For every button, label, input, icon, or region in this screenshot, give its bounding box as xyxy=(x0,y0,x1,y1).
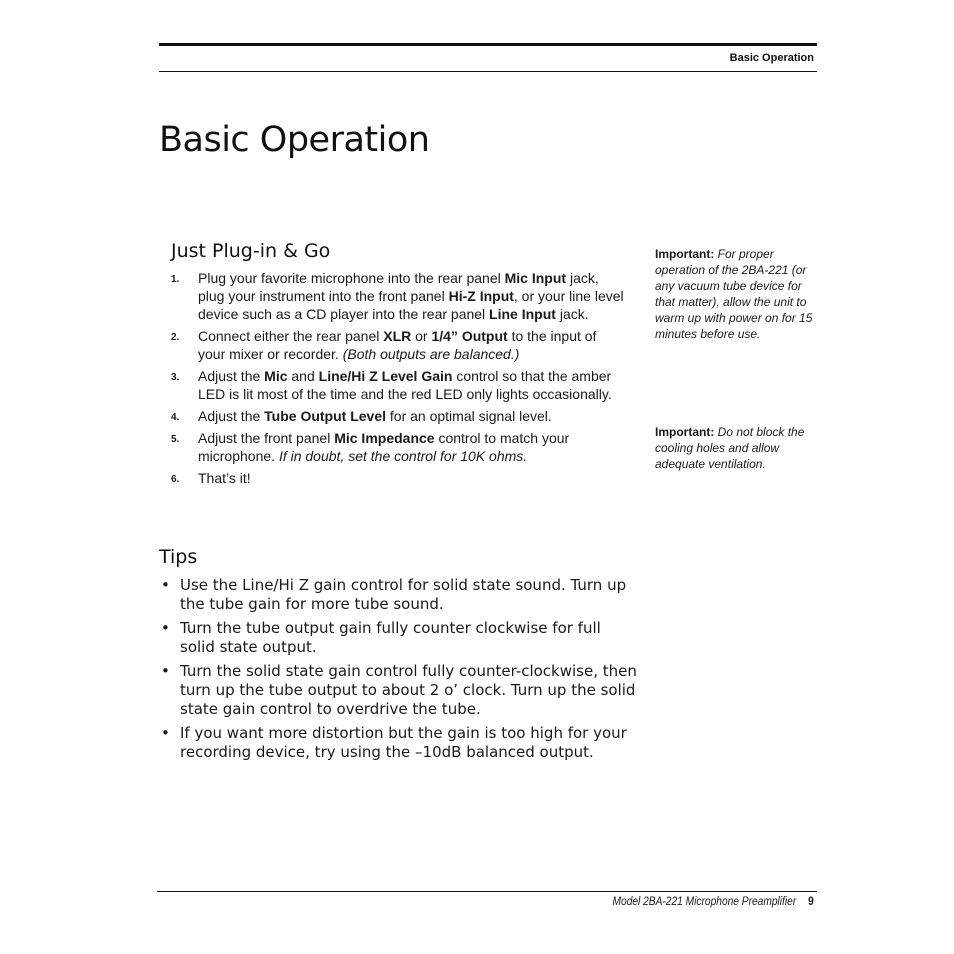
note-text: For proper operation of the 2BA-221 (or any vacuum tube device for that matter), allow the unit to warm up with power on for 15 minutes before use. xyxy=(655,247,813,341)
step-text: to the input of your mixer or recorder. xyxy=(198,328,597,362)
step-number: 3. xyxy=(171,372,180,383)
section-heading-plug-in: Just Plug-in & Go xyxy=(171,240,331,262)
step-item xyxy=(171,327,626,363)
step-text: jack, plug your instrument into the front panel xyxy=(198,270,599,304)
step-number: 6. xyxy=(171,474,180,485)
footer-model: Model 2BA-221 Microphone Preamplifier xyxy=(612,894,797,908)
step-text: Mic Input xyxy=(504,270,567,286)
step-text: XLR xyxy=(383,328,412,344)
tip-text: Use the Line/Hi Z gain control for solid state sound. Turn up the tube gain for more tube sound. xyxy=(180,576,627,613)
tip-item xyxy=(159,619,639,657)
step-text: Line/Hi Z Level Gain xyxy=(318,368,453,384)
step-text: and xyxy=(287,368,319,384)
step-text: If in doubt, set the control for 10K ohms. xyxy=(278,448,528,464)
page-number: 9 xyxy=(808,894,814,908)
step-text: Adjust the xyxy=(198,408,265,424)
step-text: Hi-Z Input xyxy=(448,288,514,304)
steps-list xyxy=(171,269,626,491)
step-item xyxy=(171,367,626,403)
tip-item xyxy=(159,724,639,762)
header-rule-thick xyxy=(159,43,817,46)
step-number: 5. xyxy=(171,434,180,445)
note-text: Do not block the cooling holes and allow adequate ventilation. xyxy=(655,425,805,471)
important-note-ventilation xyxy=(655,424,820,472)
bullet-icon: • xyxy=(161,724,170,742)
header-rule-thin xyxy=(159,71,817,72)
step-number: 2. xyxy=(171,332,180,343)
step-item xyxy=(171,429,626,465)
page-title: Basic Operation xyxy=(159,120,430,160)
tip-text: If you want more distortion but the gain is too high for your recording device, try using the –10dB balanced output. xyxy=(180,724,627,761)
important-note-warmup xyxy=(655,246,820,342)
step-text: for an optimal signal level. xyxy=(386,408,552,424)
section-heading-tips: Tips xyxy=(159,546,198,568)
step-text: Line Input xyxy=(489,306,556,322)
step-text: Adjust the xyxy=(198,368,265,384)
tip-text: Turn the tube output gain fully counter clockwise for full solid state output. xyxy=(180,619,601,656)
page-footer xyxy=(613,894,814,908)
step-text: Mic Impedance xyxy=(334,430,435,446)
step-text: or xyxy=(411,328,432,344)
step-text: jack. xyxy=(555,306,589,322)
bullet-icon: • xyxy=(161,662,170,680)
step-text: Mic xyxy=(264,368,288,384)
note-label: Important: xyxy=(655,247,715,261)
step-number: 4. xyxy=(171,412,180,423)
bullet-icon: • xyxy=(161,576,170,594)
step-text: That’s it! xyxy=(198,470,251,486)
step-text: Plug your favorite microphone into the rear panel xyxy=(198,270,505,286)
tip-item xyxy=(159,662,639,719)
footer-rule xyxy=(157,891,817,892)
step-text: Connect either the rear panel xyxy=(198,328,384,344)
step-text: (Both outputs are balanced.) xyxy=(342,346,520,362)
step-text: 1/4” Output xyxy=(431,328,508,344)
bullet-icon: • xyxy=(161,619,170,637)
step-text: Adjust the front panel xyxy=(198,430,335,446)
tip-text: Turn the solid state gain control fully counter-clockwise, then turn up the tube output to about 2 o’ clock. Turn up the solid state gain control to overdrive the tube. xyxy=(180,662,637,718)
running-header: Basic Operation xyxy=(729,52,814,64)
step-item xyxy=(171,407,626,425)
step-text: control so that the amber LED is lit most of the time and the red LED only lights occasionally. xyxy=(198,368,612,402)
step-text: , or your line level device such as a CD player into the rear panel xyxy=(198,288,624,322)
tip-item xyxy=(159,576,639,614)
step-number: 1. xyxy=(171,274,180,285)
step-text: control to match your microphone. xyxy=(198,430,570,464)
note-label: Important: xyxy=(655,425,715,439)
step-item xyxy=(171,469,626,487)
step-item xyxy=(171,269,626,323)
step-text: Tube Output Level xyxy=(264,408,387,424)
tips-list xyxy=(159,576,639,767)
